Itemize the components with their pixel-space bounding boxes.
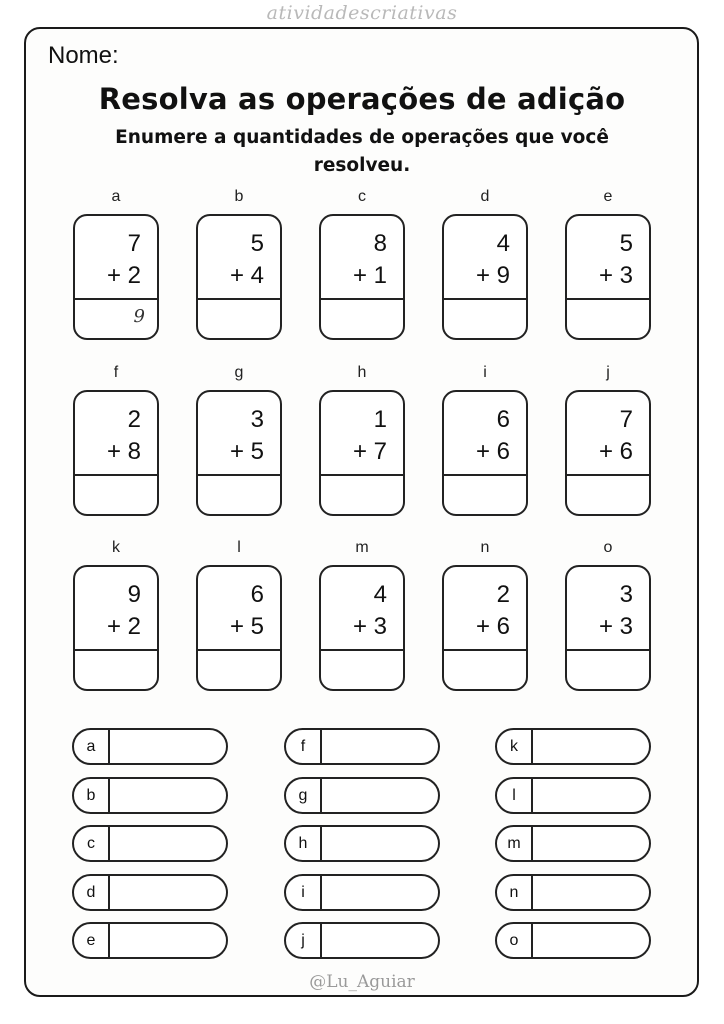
count-field-label: d <box>86 884 96 901</box>
addend-bottom: + 1 <box>352 262 387 289</box>
addend-bottom: + 5 <box>229 613 264 640</box>
count-field-label: a <box>86 738 96 755</box>
addend-bottom: + 3 <box>352 613 387 640</box>
count-field-label: m <box>507 835 521 852</box>
problem-card <box>196 214 282 340</box>
count-field-label: f <box>300 738 306 755</box>
problem-letter: a <box>111 188 121 205</box>
problem-letter: n <box>480 539 490 556</box>
addend-top: 8 <box>373 230 387 257</box>
problem-card <box>196 565 282 691</box>
count-field[interactable] <box>284 874 440 911</box>
count-field-label: e <box>86 932 96 949</box>
addend-top: 9 <box>127 581 141 608</box>
problem-letter: c <box>358 188 366 205</box>
addend-bottom: + 2 <box>106 262 141 289</box>
problem-card <box>565 390 651 516</box>
problem-card <box>73 214 159 340</box>
sum-line <box>75 298 157 300</box>
sum-line <box>321 649 403 651</box>
count-field-divider <box>108 827 110 860</box>
problem-letter: g <box>234 364 244 381</box>
count-field-divider <box>531 730 533 763</box>
count-field-label: j <box>301 932 305 949</box>
count-field-label: g <box>298 787 308 804</box>
problem-letter: j <box>606 364 610 381</box>
addend-bottom: + 9 <box>475 262 510 289</box>
problem-card <box>442 214 528 340</box>
problem-card <box>565 214 651 340</box>
addend-bottom: + 8 <box>106 438 141 465</box>
count-field[interactable] <box>284 728 440 765</box>
sum-line <box>444 474 526 476</box>
count-field-divider <box>531 924 533 957</box>
sum-line <box>567 474 649 476</box>
problem-card <box>319 214 405 340</box>
count-field-divider <box>320 827 322 860</box>
problem-letter: f <box>113 364 119 381</box>
count-field-label: k <box>510 738 518 755</box>
addend-bottom: + 6 <box>475 438 510 465</box>
count-field-divider <box>320 876 322 909</box>
count-field[interactable] <box>284 825 440 862</box>
addend-bottom: + 7 <box>352 438 387 465</box>
count-field-divider <box>531 827 533 860</box>
count-field-divider <box>320 779 322 812</box>
problem-card <box>196 390 282 516</box>
count-field-label: n <box>509 884 519 901</box>
count-field[interactable] <box>284 777 440 814</box>
addend-top: 4 <box>496 230 510 257</box>
sum-line <box>321 298 403 300</box>
problem-card <box>319 390 405 516</box>
problem-letter: h <box>357 364 367 381</box>
sum-line <box>444 298 526 300</box>
count-field-divider <box>108 779 110 812</box>
addend-top: 3 <box>250 406 264 433</box>
addend-top: 6 <box>496 406 510 433</box>
problem-letter: m <box>355 539 369 556</box>
count-field[interactable] <box>284 922 440 959</box>
count-field-divider <box>320 730 322 763</box>
count-field-divider <box>108 876 110 909</box>
problem-card <box>565 565 651 691</box>
count-field[interactable] <box>495 922 651 959</box>
count-field[interactable] <box>72 777 228 814</box>
count-field[interactable] <box>72 922 228 959</box>
count-field[interactable] <box>495 777 651 814</box>
addend-top: 7 <box>127 230 141 257</box>
addend-top: 2 <box>496 581 510 608</box>
addend-bottom: + 3 <box>598 262 633 289</box>
addend-top: 2 <box>127 406 141 433</box>
count-field-divider <box>320 924 322 957</box>
problem-letter: k <box>112 539 120 556</box>
addend-top: 1 <box>373 406 387 433</box>
problem-card <box>442 390 528 516</box>
count-field-label: h <box>298 835 308 852</box>
count-field[interactable] <box>72 825 228 862</box>
count-field-label: b <box>86 787 96 804</box>
addend-bottom: + 6 <box>598 438 633 465</box>
count-field-divider <box>108 730 110 763</box>
sum-line <box>321 474 403 476</box>
page-subtitle: Enumere a quantidades de operações que você resolveu. <box>115 127 609 176</box>
addend-bottom: + 4 <box>229 262 264 289</box>
problem-letter: d <box>480 188 490 205</box>
count-field-label: o <box>509 932 519 949</box>
count-field[interactable] <box>72 728 228 765</box>
count-field-divider <box>531 876 533 909</box>
addend-bottom: + 2 <box>106 613 141 640</box>
problem-letter: b <box>234 188 244 205</box>
count-field[interactable] <box>72 874 228 911</box>
problem-card <box>442 565 528 691</box>
addend-bottom: + 6 <box>475 613 510 640</box>
page-title: Resolva as operações de adição <box>98 82 626 116</box>
problem-card <box>319 565 405 691</box>
sum-line <box>198 474 280 476</box>
count-field-divider <box>531 779 533 812</box>
count-field-label: l <box>512 787 516 804</box>
sum-line <box>567 649 649 651</box>
count-field[interactable] <box>495 874 651 911</box>
watermark-text: atividadescriativas <box>266 2 458 24</box>
sum-line <box>75 474 157 476</box>
addend-bottom: + 5 <box>229 438 264 465</box>
name-label: Nome: <box>48 42 119 69</box>
count-field-label: i <box>301 884 305 901</box>
sum-line <box>75 649 157 651</box>
problem-card <box>73 390 159 516</box>
addend-top: 6 <box>250 581 264 608</box>
count-field[interactable] <box>495 825 651 862</box>
sum-line <box>198 649 280 651</box>
addend-top: 5 <box>619 230 633 257</box>
addend-top: 4 <box>373 581 387 608</box>
count-field-divider <box>108 924 110 957</box>
sum-line <box>567 298 649 300</box>
author-credit: @Lu_Aguiar <box>309 972 415 992</box>
problem-letter: i <box>483 364 487 381</box>
problem-letter: e <box>603 188 613 205</box>
sum-line <box>444 649 526 651</box>
addend-top: 7 <box>619 406 633 433</box>
sum-line <box>198 298 280 300</box>
addend-top: 3 <box>619 581 633 608</box>
problem-card <box>73 565 159 691</box>
count-field[interactable] <box>495 728 651 765</box>
problem-letter: l <box>237 539 241 556</box>
answer-box[interactable]: 9 <box>133 306 145 327</box>
addend-bottom: + 3 <box>598 613 633 640</box>
count-field-label: c <box>87 835 95 852</box>
problem-letter: o <box>603 539 613 556</box>
addend-top: 5 <box>250 230 264 257</box>
